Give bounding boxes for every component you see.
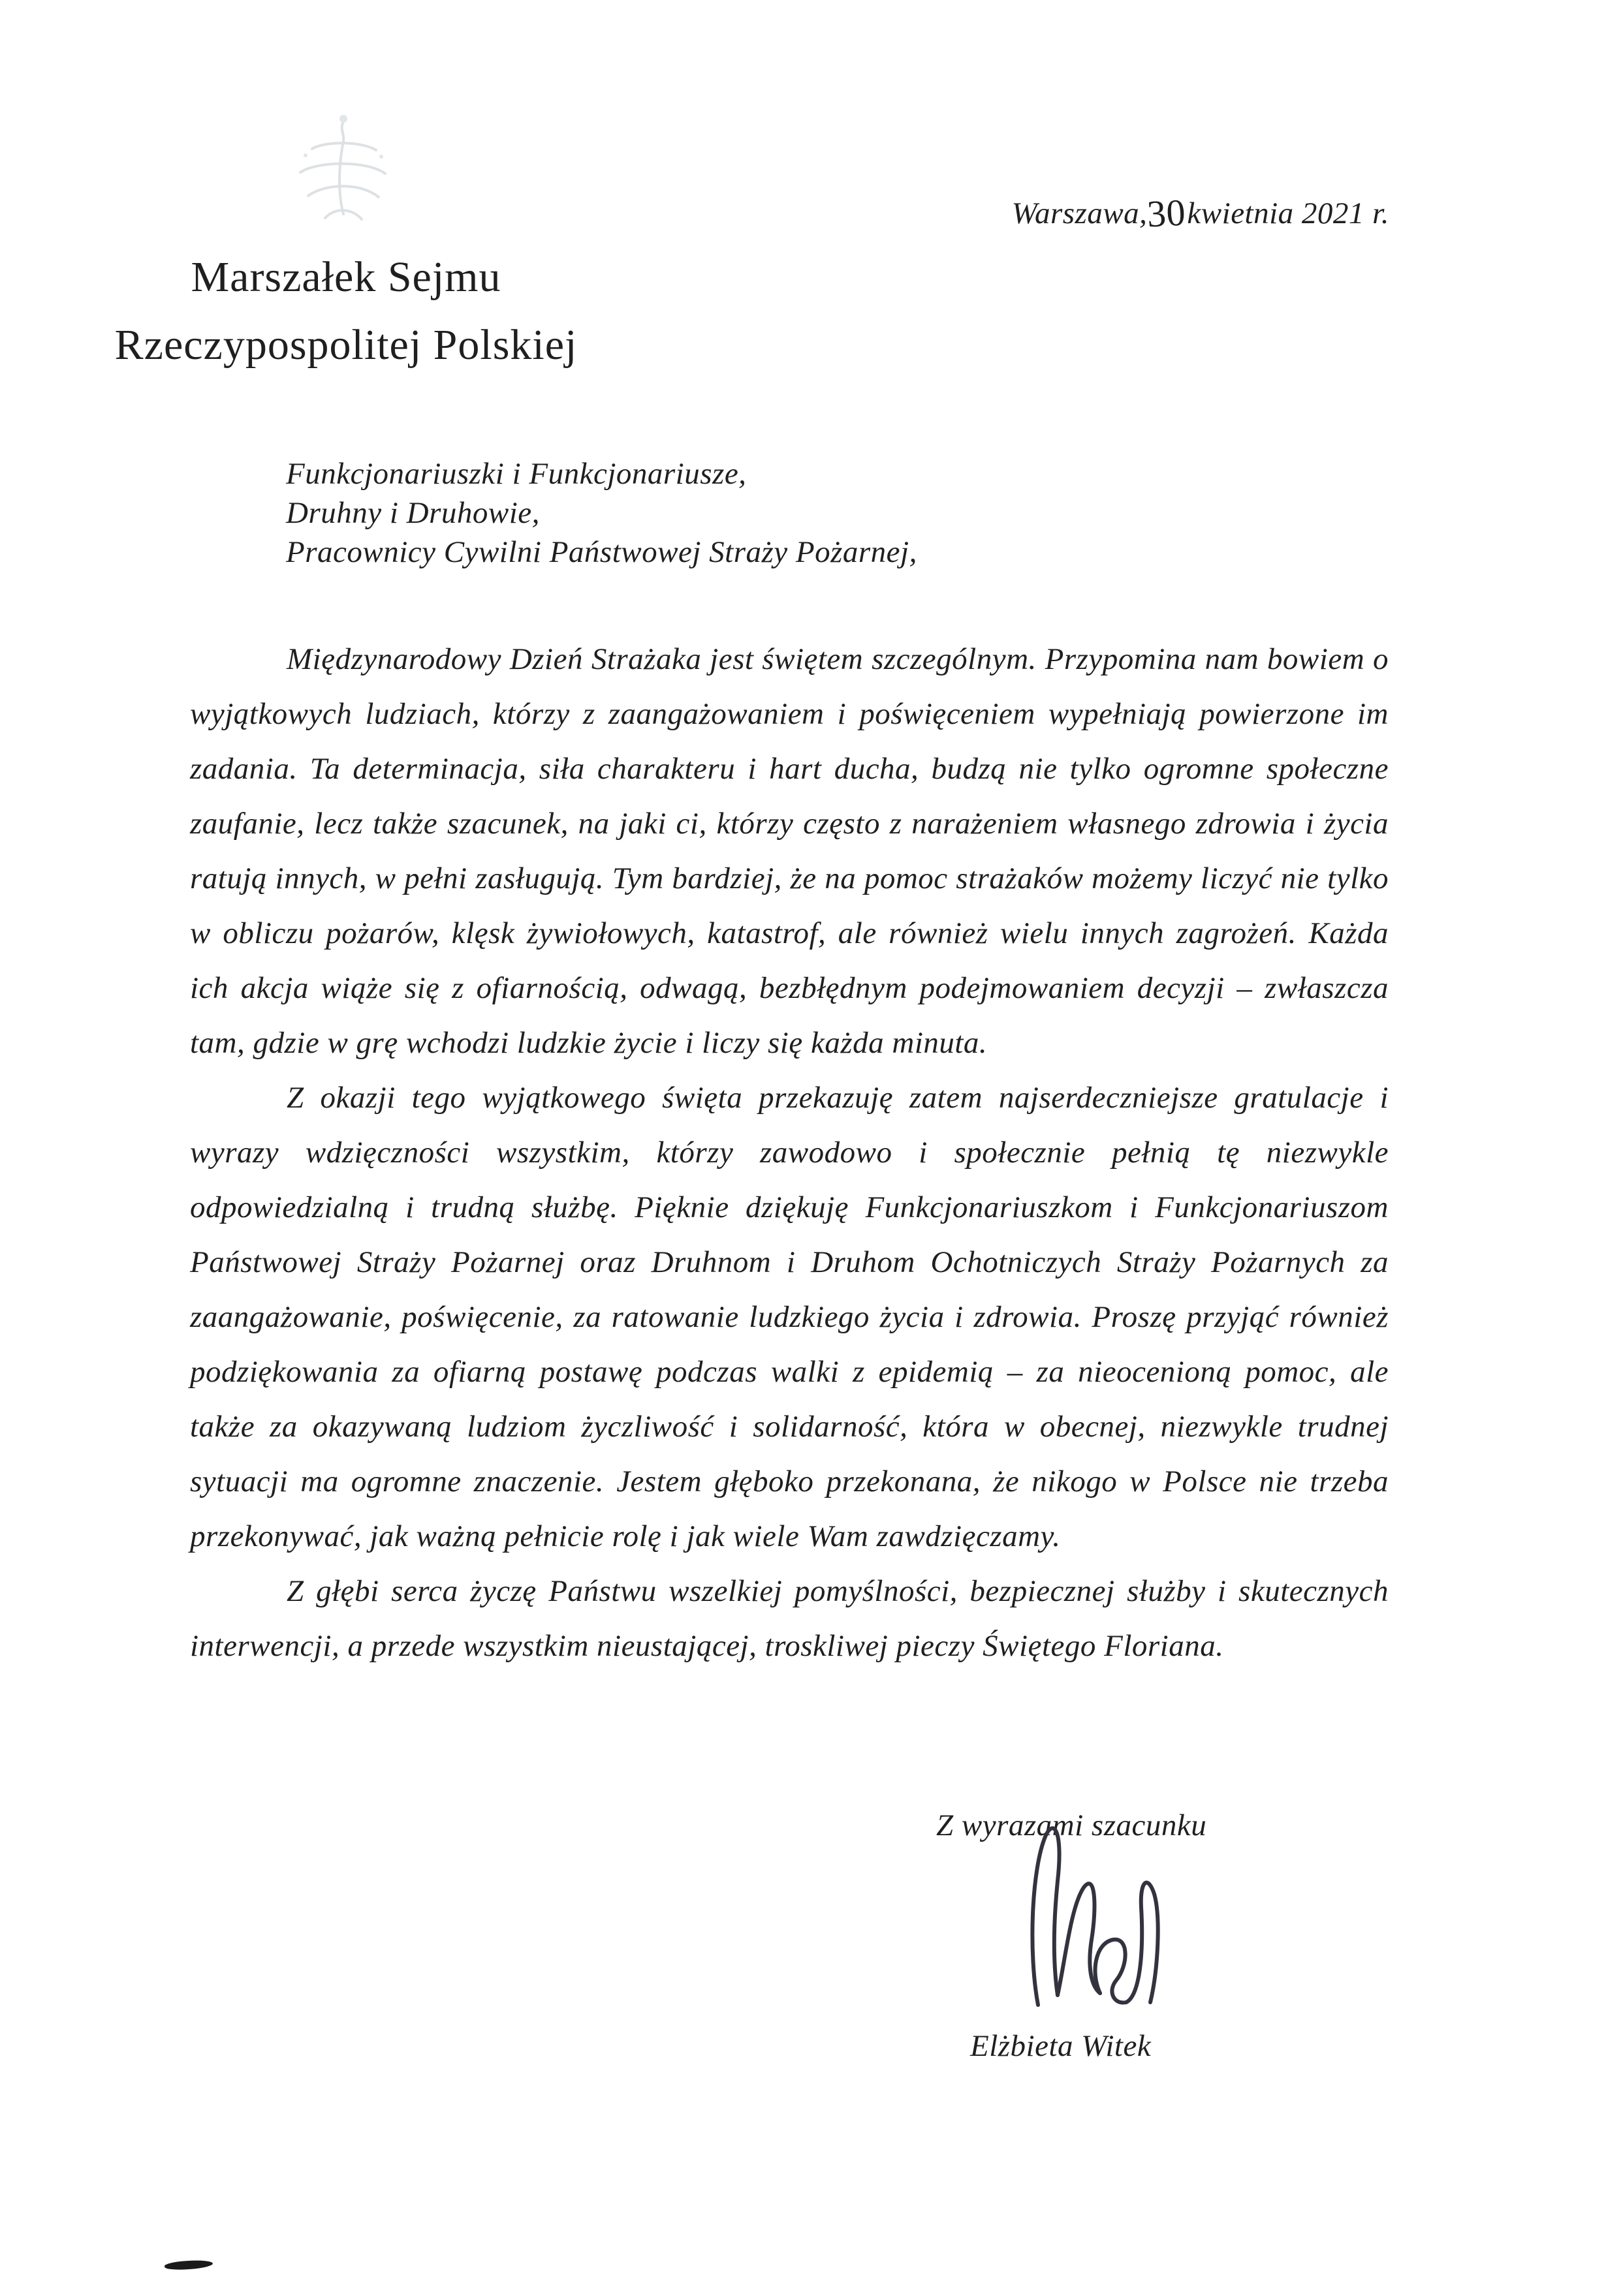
closing-line: Z wyrazami szacunku	[936, 1808, 1207, 1842]
eagle-emblem-watermark	[286, 110, 400, 234]
date-rest: kwietnia 2021 r.	[1187, 196, 1389, 230]
salutation-line-1: Funkcjonariuszki i Funkcjonariusze,	[286, 457, 747, 491]
letter-body	[190, 632, 1389, 1673]
salutation-line-2: Druhny i Druhowie,	[286, 496, 540, 530]
signer-name: Elżbieta Witek	[970, 2029, 1152, 2063]
salutation	[286, 454, 917, 572]
letterhead-subtitle: Rzeczypospolitej Polskiej	[114, 321, 578, 369]
paragraph-1: Międzynarodowy Dzień Strażaka jest świętem szczególnym. Przypomina nam bowiem o wyjątkowych ludziach, którzy z zaangażowaniem i poświęceniem wypełniają powierzone im zadania. Ta determinacja, siła charakteru i hart ducha, budzą nie tylko ogromne społeczne zaufanie, lecz także szacunek, na jaki ci, którzy często z narażeniem własnego zdrowia i życia ratują innych, w pełni zasługują. Tym bardziej, że na pomoc strażaków możemy liczyć nie tylko w obliczu pożarów, klęsk żywiołowych, katastrof, ale również wielu innych zagrożeń. Każda ich akcja wiąże się z ofiarnością, odwagą, bezbłędnym podejmowaniem decyzji – zwłaszcza tam, gdzie w grę wchodzi ludzkie życie i liczy się każda minuta.	[190, 642, 1389, 1060]
scan-artifact	[165, 2259, 213, 2271]
paragraph-3: Z głębi serca życzę Państwu wszelkiej pomyślności, bezpiecznej służby i skutecznych interwencji, a przede wszystkim nieustającej, troskliwej pieczy Świętego Floriana.	[190, 1574, 1389, 1663]
paragraph-2: Z okazji tego wyjątkowego święta przekazuję zatem najserdeczniejsze gratulacje i wyrazy wdzięczności wszystkim, którzy zawodowo i społecznie pełnią tę niezwykle odpowiedzialną i trudną służbę. Pięknie dziękuję Funkcjonariuszkom i Funkcjonariuszom Państwowej Straży Pożarnej oraz Druhnom i Druhom Ochotniczych Straży Pożarnych za zaangażowanie, poświęcenie, za ratowanie ludzkiego życia i zdrowia. Proszę przyjąć również podziękowania za ofiarną postawę podczas walki z epidemią – za nieocenioną pomoc, ale także za okazywaną ludziom życzliwość i solidarność, która w obecnej, niezwykle trudnej sytuacji ma ogromne znaczenie. Jestem głęboko przekonana, że nikogo w Polsce nie trzeba przekonywać, jak ważną pełnicie rolę i jak wiele Wam zawdzięczamy.	[190, 1081, 1389, 1553]
signature	[992, 1809, 1208, 2025]
letterhead-title: Marszałek Sejmu	[191, 253, 501, 301]
date-city: Warszawa,	[1011, 196, 1148, 230]
salutation-line-3: Pracownicy Cywilni Państwowej Straży Pożarnej,	[286, 535, 917, 569]
date-day-handwritten: 30	[1146, 191, 1188, 236]
letterhead	[72, 253, 620, 369]
date-line	[1011, 191, 1389, 236]
